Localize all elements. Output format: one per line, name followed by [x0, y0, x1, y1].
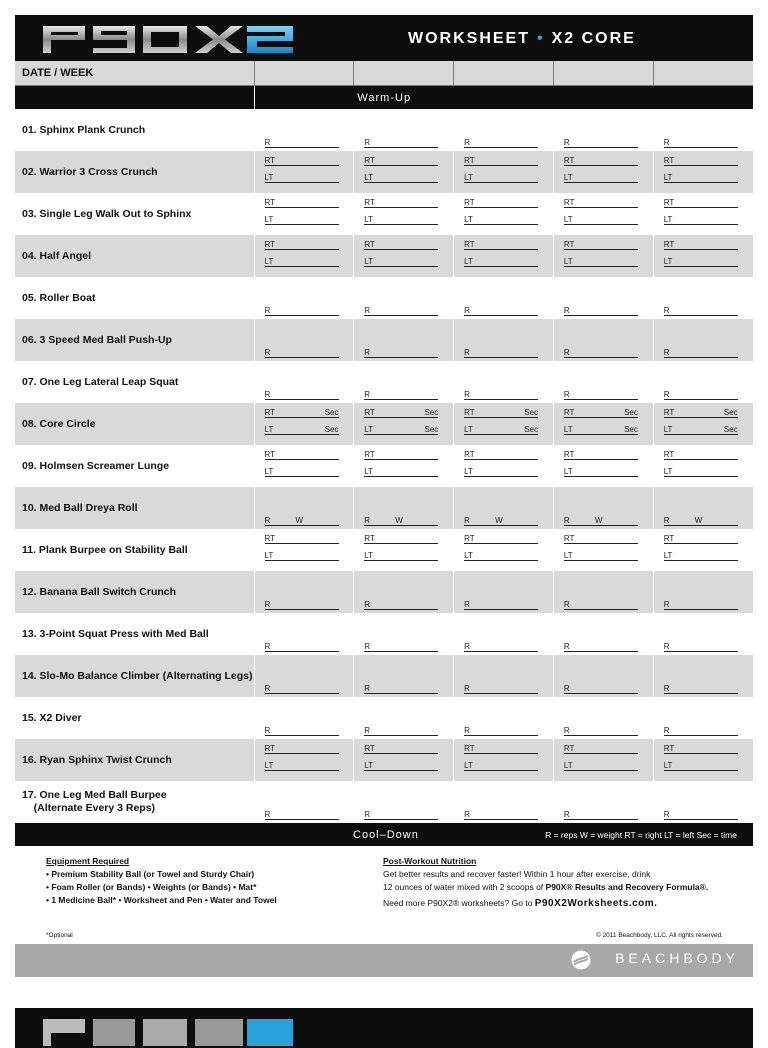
entry-cell[interactable] — [354, 655, 454, 697]
entry-line[interactable]: LT — [564, 256, 638, 267]
entry-cell[interactable] — [254, 319, 354, 361]
entry-line[interactable]: RT — [464, 239, 538, 250]
exercise-name: 16. Ryan Sphinx Twist Crunch — [22, 754, 172, 766]
entry-line[interactable]: RT — [664, 197, 738, 208]
entry-line[interactable]: R — [664, 725, 738, 736]
exercise-name: 10. Med Ball Dreya Roll — [22, 502, 138, 514]
exercise-name: 03. Single Leg Walk Out to Sphinx — [22, 208, 192, 220]
entry-line[interactable]: RT — [564, 239, 638, 250]
cooldown-label: Cool–Down — [353, 829, 419, 841]
date-week-label: DATE / WEEK — [22, 67, 94, 79]
entry-line[interactable]: R — [564, 641, 638, 652]
exercise-name: 17. One Leg Med Ball Burpee (Alternate Every 3 Reps) — [22, 789, 167, 814]
entry-cell[interactable] — [354, 487, 454, 529]
entry-line[interactable]: RT — [464, 743, 538, 754]
warmup-band — [15, 86, 753, 110]
entry-line[interactable]: LT — [664, 172, 738, 183]
notes-section — [15, 846, 753, 944]
nutrition-heading: Post-Workout Nutrition — [383, 856, 477, 866]
entry-line[interactable]: R — [265, 641, 339, 652]
entry-cell[interactable] — [354, 781, 454, 823]
entry-cell[interactable] — [354, 529, 454, 571]
entry-cell[interactable] — [653, 319, 753, 361]
entry-line[interactable]: LT — [364, 172, 438, 183]
entry-cell[interactable] — [454, 277, 554, 319]
more-text: Need more P90X2® worksheets? Go to — [383, 898, 535, 908]
exercise-row — [15, 277, 753, 319]
entry-line[interactable]: R W — [664, 515, 738, 526]
entry-line[interactable]: LT Sec — [364, 425, 439, 434]
entry-line[interactable]: RT — [664, 743, 738, 754]
exercise-name: 15. X2 Diver — [22, 712, 82, 724]
entry-cell[interactable] — [254, 571, 354, 613]
exercise-row — [15, 403, 753, 445]
entry-line[interactable]: R — [564, 347, 638, 358]
entry-cell[interactable] — [553, 655, 653, 697]
cooldown-band — [15, 823, 753, 846]
nutrition-line: Get better results and recover faster! Within 1 hour after exercise, drink — [383, 869, 651, 879]
entry-line[interactable]: R — [464, 683, 538, 694]
exercise-row — [15, 613, 753, 655]
entry-cell[interactable] — [454, 655, 554, 697]
entry-line[interactable]: RT — [564, 155, 638, 166]
entry-cell[interactable] — [254, 613, 354, 655]
entry-line[interactable]: RT Sec — [563, 408, 638, 417]
entry-line[interactable]: R — [364, 347, 438, 358]
exercise-row — [15, 739, 753, 781]
entry-line[interactable]: RT — [364, 449, 438, 460]
entry-cell[interactable] — [354, 571, 454, 613]
entry-line[interactable]: RT — [564, 197, 638, 208]
entry-line[interactable]: R W — [364, 515, 438, 526]
entry-line[interactable]: RT Sec — [264, 408, 339, 417]
entry-line[interactable]: R — [265, 683, 339, 694]
entry-line[interactable]: RT Sec — [464, 408, 539, 417]
entry-cell[interactable] — [653, 739, 753, 781]
entry-cell[interactable] — [354, 319, 454, 361]
entry-line[interactable]: RT — [564, 449, 638, 460]
entry-line[interactable]: LT Sec — [264, 425, 339, 434]
entry-cell[interactable] — [454, 613, 554, 655]
entry-line[interactable]: RT — [664, 449, 738, 460]
entry-line[interactable]: R — [664, 389, 738, 400]
entry-cell[interactable] — [454, 151, 554, 193]
entry-cell[interactable] — [653, 403, 753, 445]
entry-cell[interactable] — [254, 655, 354, 697]
nutrition-block — [383, 855, 743, 910]
exercise-row — [15, 781, 753, 823]
entry-line[interactable]: LT — [265, 214, 339, 225]
entry-line[interactable]: R — [664, 305, 738, 316]
exercise-row — [15, 655, 753, 697]
entry-line[interactable]: LT — [265, 760, 339, 771]
nutrition-text: 12 ounces of water mixed with 2 scoops of — [383, 882, 546, 892]
entry-line[interactable]: R — [564, 809, 638, 820]
entry-line[interactable]: R — [564, 389, 638, 400]
entry-line[interactable]: LT — [664, 256, 738, 267]
entry-line[interactable]: R — [265, 809, 339, 820]
entry-cell[interactable] — [354, 277, 454, 319]
entry-line[interactable]: R — [364, 305, 438, 316]
entry-cell[interactable] — [553, 781, 653, 823]
exercise-table — [15, 61, 753, 823]
entry-cell[interactable] — [553, 571, 653, 613]
entry-cell[interactable] — [653, 361, 753, 403]
optional-note: *Optional — [46, 932, 73, 939]
entry-cell[interactable] — [454, 403, 554, 445]
entry-line[interactable]: RT — [564, 533, 638, 544]
entry-cell[interactable] — [454, 235, 554, 277]
entry-cell[interactable] — [254, 109, 354, 151]
entry-line[interactable]: R W — [265, 515, 339, 526]
entry-line[interactable]: LT — [265, 550, 339, 561]
entry-line[interactable]: R — [265, 599, 339, 610]
entry-line[interactable]: LT — [265, 466, 339, 477]
p90x2-logo — [41, 23, 296, 55]
equipment-block — [46, 855, 277, 907]
title-worksheet: WORKSHEET — [408, 30, 530, 47]
entry-line[interactable]: R — [464, 725, 538, 736]
entry-line[interactable]: R — [464, 809, 538, 820]
entry-cell[interactable] — [553, 151, 653, 193]
entry-line[interactable]: LT — [464, 214, 538, 225]
entry-line[interactable]: RT — [464, 533, 538, 544]
entry-line[interactable]: RT Sec — [663, 408, 738, 417]
entry-line[interactable]: RT — [664, 155, 738, 166]
entry-cell[interactable] — [354, 193, 454, 235]
entry-cell[interactable] — [254, 697, 354, 739]
entry-cell[interactable] — [354, 403, 454, 445]
entry-line[interactable]: RT Sec — [364, 408, 439, 417]
exercise-name: 07. One Leg Lateral Leap Squat — [22, 376, 179, 388]
entry-line[interactable]: R — [564, 137, 638, 148]
entry-cell[interactable] — [553, 403, 653, 445]
entry-cell[interactable] — [454, 529, 554, 571]
exercise-name: 13. 3-Point Squat Press with Med Ball — [22, 628, 209, 640]
worksheets-link[interactable]: P90X2Worksheets.com. — [534, 898, 658, 909]
entry-cell[interactable] — [653, 613, 753, 655]
entry-cell[interactable] — [553, 361, 653, 403]
entry-cell[interactable] — [553, 487, 653, 529]
entry-cell[interactable] — [553, 109, 653, 151]
entry-line[interactable]: LT — [464, 760, 538, 771]
entry-cell[interactable] — [254, 235, 354, 277]
date-input[interactable] — [254, 61, 354, 86]
entry-cell[interactable] — [254, 529, 354, 571]
entry-cell[interactable] — [354, 613, 454, 655]
entry-cell[interactable] — [653, 445, 753, 487]
entry-cell[interactable] — [354, 697, 454, 739]
entry-cell[interactable] — [653, 109, 753, 151]
equipment-line: • Foam Roller (or Bands) • Weights (or Bands) • Mat* — [46, 882, 257, 892]
entry-line[interactable]: R W — [564, 515, 638, 526]
entry-line[interactable]: LT — [564, 550, 638, 561]
exercise-row — [15, 571, 753, 613]
entry-line[interactable]: LT — [564, 172, 638, 183]
entry-cell[interactable] — [653, 487, 753, 529]
entry-line[interactable]: R — [265, 389, 339, 400]
entry-line[interactable]: R — [564, 725, 638, 736]
entry-line[interactable]: R — [664, 809, 738, 820]
recovery-formula: P90X® Results and Recovery Formula®. — [545, 882, 709, 892]
exercise-row — [15, 235, 753, 277]
exercise-row — [15, 193, 753, 235]
next-page-header — [15, 1008, 753, 1048]
entry-line[interactable]: RT — [464, 197, 538, 208]
entry-line[interactable]: R — [464, 305, 538, 316]
entry-line[interactable]: R — [265, 347, 339, 358]
entry-line[interactable]: R — [265, 137, 339, 148]
entry-line[interactable]: RT — [564, 743, 638, 754]
entry-line[interactable]: RT — [265, 533, 339, 544]
entry-line[interactable]: RT — [464, 155, 538, 166]
entry-cell[interactable] — [254, 445, 354, 487]
entry-cell[interactable] — [553, 613, 653, 655]
entry-cell[interactable] — [354, 361, 454, 403]
entry-cell[interactable] — [553, 319, 653, 361]
entry-line[interactable]: LT — [464, 256, 538, 267]
entry-line[interactable]: LT — [464, 466, 538, 477]
exercise-name: 14. Slo-Mo Balance Climber (Alternating Legs) — [22, 670, 253, 682]
entry-line[interactable]: LT — [564, 760, 638, 771]
more-worksheets — [383, 897, 743, 910]
entry-line[interactable]: R — [364, 389, 438, 400]
worksheet-header — [15, 15, 753, 61]
exercise-name: 09. Holmsen Screamer Lunge — [22, 460, 170, 472]
worksheet — [15, 15, 753, 977]
title-x2-core: X2 CORE — [551, 30, 636, 47]
entry-cell[interactable] — [354, 151, 454, 193]
beachbody-logo: BEACHBODY — [615, 950, 739, 966]
exercise-name: 11. Plank Burpee on Stability Ball — [22, 544, 188, 556]
entry-cell[interactable] — [454, 445, 554, 487]
entry-line[interactable]: R — [564, 683, 638, 694]
entry-line[interactable]: RT — [464, 449, 538, 460]
entry-cell[interactable] — [454, 739, 554, 781]
entry-line[interactable]: LT — [265, 172, 339, 183]
entry-line[interactable]: R — [464, 641, 538, 652]
entry-cell[interactable] — [454, 781, 554, 823]
entry-line[interactable]: R — [464, 389, 538, 400]
entry-line[interactable]: R — [664, 347, 738, 358]
entry-cell[interactable] — [553, 697, 653, 739]
date-input[interactable] — [354, 61, 454, 86]
entry-line[interactable]: RT — [265, 197, 339, 208]
equipment-heading: Equipment Required — [46, 856, 130, 866]
entry-line[interactable]: RT — [364, 155, 438, 166]
entry-cell[interactable] — [553, 445, 653, 487]
entry-line[interactable]: LT — [564, 214, 638, 225]
entry-cell[interactable] — [553, 529, 653, 571]
entry-line[interactable]: LT — [364, 466, 438, 477]
title-dot: • — [537, 30, 545, 47]
entry-line[interactable]: R — [664, 641, 738, 652]
entry-line[interactable]: LT — [265, 256, 339, 267]
entry-line[interactable]: R — [364, 725, 438, 736]
exercise-row — [15, 319, 753, 361]
entry-line[interactable]: LT — [664, 760, 738, 771]
entry-line[interactable]: RT — [364, 533, 438, 544]
entry-line[interactable]: R — [364, 641, 438, 652]
entry-line[interactable]: R — [364, 683, 438, 694]
entry-line[interactable]: LT — [364, 256, 438, 267]
entry-line[interactable]: LT Sec — [563, 425, 638, 434]
entry-cell[interactable] — [454, 361, 554, 403]
entry-cell[interactable] — [254, 403, 354, 445]
exercise-name: 08. Core Circle — [22, 418, 96, 430]
exercise-name: 05. Roller Boat — [22, 292, 96, 304]
exercise-row — [15, 487, 753, 529]
entry-line[interactable]: LT Sec — [663, 425, 738, 434]
entry-line[interactable]: R — [664, 599, 738, 610]
nutrition-line-2 — [383, 881, 743, 894]
entry-line[interactable]: LT Sec — [464, 425, 539, 434]
entry-cell[interactable] — [653, 193, 753, 235]
date-input[interactable] — [553, 61, 653, 86]
entry-line[interactable]: LT — [664, 550, 738, 561]
warmup-label: Warm-Up — [357, 92, 412, 104]
exercise-row — [15, 109, 753, 151]
entry-cell[interactable] — [254, 277, 354, 319]
entry-line[interactable]: LT — [564, 466, 638, 477]
entry-line[interactable]: R — [664, 683, 738, 694]
entry-line[interactable]: RT — [364, 743, 438, 754]
entry-line[interactable]: R — [364, 809, 438, 820]
entry-cell[interactable] — [354, 739, 454, 781]
entry-cell[interactable] — [454, 571, 554, 613]
entry-cell[interactable] — [354, 109, 454, 151]
exercise-row — [15, 445, 753, 487]
exercise-row — [15, 361, 753, 403]
entry-cell[interactable] — [653, 277, 753, 319]
entry-line[interactable]: R — [564, 305, 638, 316]
exercise-name: 04. Half Angel — [22, 250, 92, 262]
entry-cell[interactable] — [454, 319, 554, 361]
entry-cell[interactable] — [354, 445, 454, 487]
entry-cell[interactable] — [254, 781, 354, 823]
entry-line[interactable]: RT — [664, 533, 738, 544]
entry-cell[interactable] — [354, 235, 454, 277]
entry-line[interactable]: RT — [265, 155, 339, 166]
entry-line[interactable]: R — [364, 599, 438, 610]
entry-line[interactable]: R — [464, 347, 538, 358]
exercise-row — [15, 151, 753, 193]
entry-line[interactable]: R — [464, 599, 538, 610]
entry-cell[interactable] — [254, 487, 354, 529]
entry-line[interactable]: R — [364, 137, 438, 148]
entry-line[interactable]: LT — [464, 172, 538, 183]
p90x2-logo — [41, 1016, 296, 1048]
brand-footer — [15, 944, 753, 977]
entry-line[interactable]: LT — [664, 214, 738, 225]
beachbody-icon — [571, 950, 591, 970]
entry-line[interactable]: R — [265, 305, 339, 316]
exercise-name: 02. Warrior 3 Cross Crunch — [22, 166, 158, 178]
entry-line[interactable]: LT — [364, 214, 438, 225]
entry-line[interactable]: R — [564, 599, 638, 610]
entry-line[interactable]: LT — [364, 550, 438, 561]
entry-cell[interactable] — [653, 655, 753, 697]
entry-cell[interactable] — [454, 487, 554, 529]
entry-line[interactable]: RT — [265, 239, 339, 250]
entry-line[interactable]: RT — [364, 197, 438, 208]
entry-line[interactable]: LT — [464, 550, 538, 561]
entry-line[interactable]: RT — [664, 239, 738, 250]
entry-cell[interactable] — [454, 697, 554, 739]
entry-cell[interactable] — [653, 151, 753, 193]
entry-cell[interactable] — [653, 529, 753, 571]
date-input[interactable] — [454, 61, 554, 86]
date-week-row — [15, 61, 753, 86]
date-input[interactable] — [653, 61, 753, 86]
entry-line[interactable]: RT — [265, 743, 339, 754]
entry-cell[interactable] — [653, 571, 753, 613]
exercise-row — [15, 529, 753, 571]
entry-cell[interactable] — [254, 739, 354, 781]
entry-cell[interactable] — [653, 697, 753, 739]
entry-cell[interactable] — [553, 235, 653, 277]
entry-cell[interactable] — [254, 361, 354, 403]
entry-cell[interactable] — [454, 109, 554, 151]
legend-text: R = reps W = weight RT = right LT = left Sec = time — [545, 830, 737, 840]
entry-line[interactable]: R — [464, 137, 538, 148]
entry-cell[interactable] — [553, 193, 653, 235]
exercise-row — [15, 697, 753, 739]
worksheet-title — [408, 30, 636, 48]
entry-line[interactable]: R W — [464, 515, 538, 526]
entry-line[interactable]: R — [664, 137, 738, 148]
entry-cell[interactable] — [454, 193, 554, 235]
equipment-line: • Premium Stability Ball (or Towel and Sturdy Chair) — [46, 869, 255, 879]
copyright: © 2011 Beachbody, LLC. All rights reserved. — [595, 932, 723, 939]
entry-cell[interactable] — [553, 739, 653, 781]
entry-cell[interactable] — [653, 781, 753, 823]
entry-line[interactable]: RT — [364, 239, 438, 250]
entry-line[interactable]: LT — [664, 466, 738, 477]
entry-cell[interactable] — [254, 193, 354, 235]
exercise-name: 12. Banana Ball Switch Crunch — [22, 586, 177, 598]
equipment-line: • 1 Medicine Ball* • Worksheet and Pen • Water and Towel — [46, 895, 277, 905]
exercise-name: 01. Sphinx Plank Crunch — [22, 124, 146, 136]
entry-line[interactable]: R — [265, 725, 339, 736]
exercise-name: 06. 3 Speed Med Ball Push-Up — [22, 334, 172, 346]
entry-cell[interactable] — [254, 151, 354, 193]
entry-cell[interactable] — [653, 235, 753, 277]
entry-cell[interactable] — [553, 277, 653, 319]
entry-line[interactable]: LT — [364, 760, 438, 771]
entry-line[interactable]: RT — [265, 449, 339, 460]
